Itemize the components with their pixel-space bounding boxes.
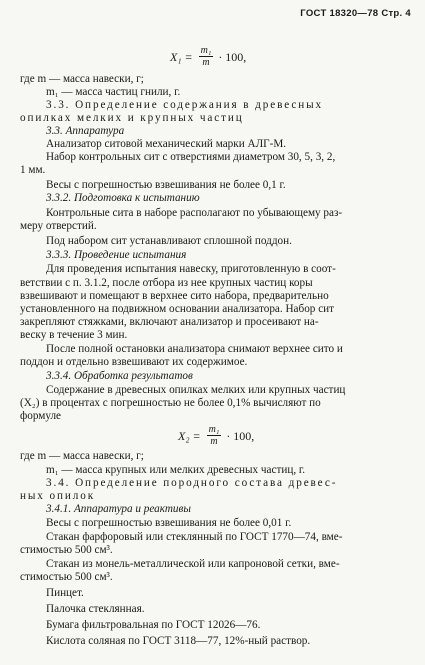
formula-rhs: · 100,	[218, 49, 247, 64]
subsection-heading: 3.3.3. Проведение испытания	[46, 249, 187, 261]
text-line: Весы с погрешностью взвешивания не более 0,01 г.	[46, 517, 292, 529]
text-line: поддон и отдельно взвешивают их содержимое.	[20, 356, 248, 368]
text-line: где m — масса навески, г;	[20, 73, 144, 85]
formula-rhs: · 100,	[226, 428, 255, 443]
text-line: Для проведения испытания навеску, приготовленную в соот-	[46, 263, 336, 275]
text-line: Пинцет.	[46, 587, 84, 599]
text-line: m₁ — масса крупных или мелких древесных частиц, г.	[46, 464, 306, 476]
text-line: Набор контрольных сит с отверстиями диаметром 30, 5, 3, 2,	[46, 151, 336, 163]
text-line: ветствии с п. 3.1.2, после отбора из нее крупных частиц коры	[20, 277, 313, 289]
section-heading: опилках мелких и крупных частиц	[20, 112, 244, 124]
text-line: Палочка стеклянная.	[46, 603, 145, 615]
formula-lhs: X₁ =	[170, 49, 193, 64]
section-heading: 3.4. Определение породного состава древес-	[46, 477, 338, 489]
formula-x1	[170, 45, 246, 68]
text-line: Весы с погрешностью взвешивания не более 0,1 г.	[46, 179, 286, 191]
text-line: m₁ — масса частиц гнили, г.	[46, 86, 181, 98]
formula-lhs: X₂ =	[178, 428, 201, 443]
formula-denominator: m	[202, 57, 210, 68]
text-line: Кислота соляная по ГОСТ 3118—77, 12%-ный раствор.	[46, 635, 311, 647]
formula-denominator: m	[210, 436, 218, 447]
page-header: ГОСТ 18320—78 Стр. 4	[300, 8, 411, 19]
text-line: Стакан фарфоровый или стеклянный по ГОСТ 1770—74, вме-	[46, 531, 343, 543]
text-line: Контрольные сита в наборе располагают по убывающему раз-	[46, 207, 343, 219]
text-line: (X₂) в процентах с погрешностью не более 0,1% вычисляют по	[20, 397, 321, 409]
text-line: меру отверстий.	[20, 220, 97, 232]
text-line: формуле	[20, 410, 61, 422]
section-heading: ных опилок	[20, 490, 96, 502]
text-line: Стакан из монель-металлической или капроновой сетки, вме-	[46, 558, 340, 570]
text-line: где m — масса навески, г;	[20, 450, 144, 462]
subsection-heading: 3.3.2. Подготовка к испытанию	[46, 192, 200, 204]
formula-numerator: m₁	[208, 424, 220, 435]
text-line: стимостью 500 см³.	[20, 571, 113, 583]
text-line: Бумага фильтровальная по ГОСТ 12026—76.	[46, 619, 261, 631]
formula-fraction	[207, 424, 222, 447]
text-line: стимостью 500 см³.	[20, 544, 113, 556]
section-heading: 3.3. Определение содержания в древесных	[46, 99, 324, 111]
text-line: Содержание в древесных опилках мелких или крупных частиц	[46, 384, 346, 396]
subsection-heading: 3.3. Аппаратура	[46, 125, 125, 137]
subsection-heading: 3.3.4. Обработка результатов	[46, 370, 193, 382]
subsection-heading: 3.4.1. Аппаратура и реактивы	[46, 503, 191, 515]
text-line: установленного на подвижном основании анализатора. Набор сит	[20, 303, 335, 315]
formula-fraction	[199, 45, 214, 68]
text-line: Анализатор ситовой механический марки АЛГ-М.	[46, 138, 287, 150]
formula-numerator: m₁	[200, 45, 212, 56]
text-line: После полной остановки анализатора снимают верхнее сито и	[46, 343, 343, 355]
text-line: Под набором сит устанавливают сплошной поддон.	[46, 235, 292, 247]
text-line: закрепляют стяжками, включают анализатор и просеивают на-	[20, 316, 319, 328]
formula-x2	[178, 424, 254, 447]
text-line: веску в течение 3 мин.	[20, 329, 128, 341]
text-line: взвешивают и помещают в верхнее сито набора, предварительно	[20, 290, 329, 302]
text-line: 1 мм.	[20, 164, 46, 176]
